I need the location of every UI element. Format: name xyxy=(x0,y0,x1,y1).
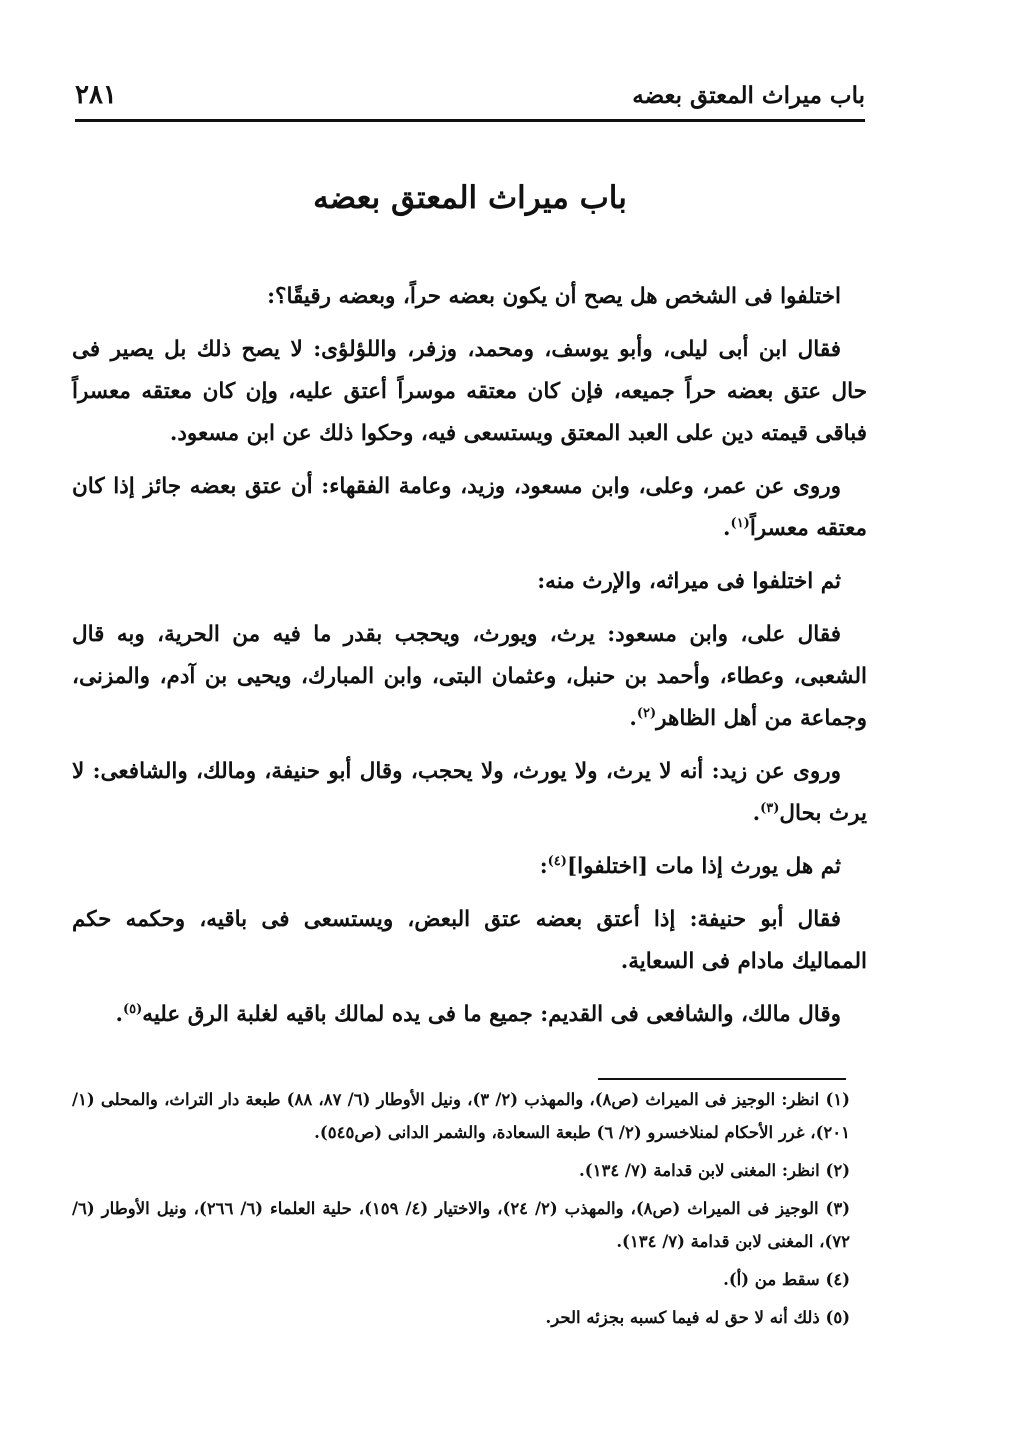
main-text xyxy=(72,276,867,1047)
running-header xyxy=(75,80,865,120)
paragraph-tail: . xyxy=(752,801,761,826)
footnote-item: (١) انظر: الوجيز فى الميراث (ص٨)، والمهذب (٢/ ٣)، ونيل الأوطار (٦/ ٨٧، ٨٨) طبعة دار التراث، والمحلى (١/ ٢٠١)، غرر الأحكام لمنلاخسرو (٢/ ٦) طبعة السعادة، والشمر الدانى (ص٥٤٥). xyxy=(72,1090,850,1142)
paragraph-text: فقال على، وابن مسعود: يرث، ويورث، ويحجب بقدر ما فيه من الحرية، وبه قال الشعبى، وعطاء، وأحمد بن حنبل، وعثمان البتى، وابن المبارك، ويحيى بن آدم، والمزنى، وجماعة من أهل الظاهر xyxy=(72,622,867,731)
footnote-ref[interactable]: (٢) xyxy=(636,705,657,721)
footnote-ref[interactable]: (١) xyxy=(730,515,750,531)
footnote-item: (٥) ذلك أنه لا حق له فيما كسبه بجزئه الحر. xyxy=(545,1308,850,1327)
footnote-ref[interactable]: (٣) xyxy=(760,800,780,816)
footnote-item: (٣) الوجيز فى الميراث (ص٨)، والمهذب (٢/ ٢٤)، والاختيار (٤/ ١٥٩)، حلية العلماء (٦/ ٢٦٦)، ونيل الأوطار (٦/ ٧٢)، المغنى لابن قدامة (٧/ ١٣٤). xyxy=(72,1199,850,1251)
paragraph-text: وقال مالك، والشافعى فى القديم: جميع ما فى يده لمالك باقيه لغلبة الرق عليه xyxy=(142,1002,841,1027)
paragraph-text: فقال أبو حنيفة: إذا أعتق بعضه عتق البعض، ويستسعى فى باقيه، وحكمه حكم المماليك مادام فى السعاية. xyxy=(72,907,867,974)
paragraph-text: ثم اختلفوا فى ميراثه، والإرث منه: xyxy=(537,569,841,594)
paragraph xyxy=(72,846,867,888)
paragraph-tail: : xyxy=(539,854,548,879)
paragraph xyxy=(72,751,867,835)
paragraph xyxy=(72,561,867,603)
footnote-item: (٢) انظر: المغنى لابن قدامة (٧/ ١٣٤). xyxy=(579,1161,850,1180)
paragraph-text: فقال ابن أبى ليلى، وأبو يوسف، ومحمد، وزفر، واللؤلؤى: لا يصح ذلك بل يصير فى حال عتق بعضه حراً جميعه، فإن كان معتقه موسراً أعتق عليه، وإن كان معتقه معسراً فباقى قيمته دين على العبد المعتق ويستسعى فيه، وحكوا ذلك عن ابن مسعود. xyxy=(72,337,868,446)
running-title: باب ميراث المعتق بعضه xyxy=(632,82,865,109)
paragraph-tail: . xyxy=(723,516,731,541)
header-rule xyxy=(75,119,865,122)
page-number: ٢٨١ xyxy=(75,80,117,110)
paragraph-text: اختلفوا فى الشخص هل يصح أن يكون بعضه حراً، وبعضه رقيقًا؟: xyxy=(267,284,841,309)
footnote-ref[interactable]: (٤) xyxy=(547,853,567,869)
paragraph xyxy=(72,614,867,740)
footnote-ref[interactable]: (٥) xyxy=(123,1001,143,1017)
paragraph-text: وروى عن زيد: أنه لا يرث، ولا يورث، ولا يحجب، وقال أبو حنيفة، ومالك، والشافعى: لا يرث بحال xyxy=(72,759,867,826)
paragraph xyxy=(72,899,867,983)
footnote-separator xyxy=(598,1078,846,1080)
chapter-title: باب ميراث المعتق بعضه xyxy=(313,180,627,216)
paragraph xyxy=(72,329,867,455)
paragraph-tail: . xyxy=(629,706,637,731)
footnote-item: (٤) سقط من (أ). xyxy=(723,1270,850,1289)
paragraph xyxy=(72,276,867,318)
paragraph xyxy=(72,466,867,550)
paragraph-tail: . xyxy=(115,1002,123,1027)
paragraph-text: وروى عن عمر، وعلى، وابن مسعود، وزيد، وعامة الفقهاء: أن عتق بعضه جائز إذا كان معتقه معسراً xyxy=(72,474,867,541)
paragraph-text: ثم هل يورث إذا مات [اختلفوا] xyxy=(566,854,841,879)
paragraph xyxy=(72,994,867,1036)
footnotes xyxy=(72,1083,850,1339)
